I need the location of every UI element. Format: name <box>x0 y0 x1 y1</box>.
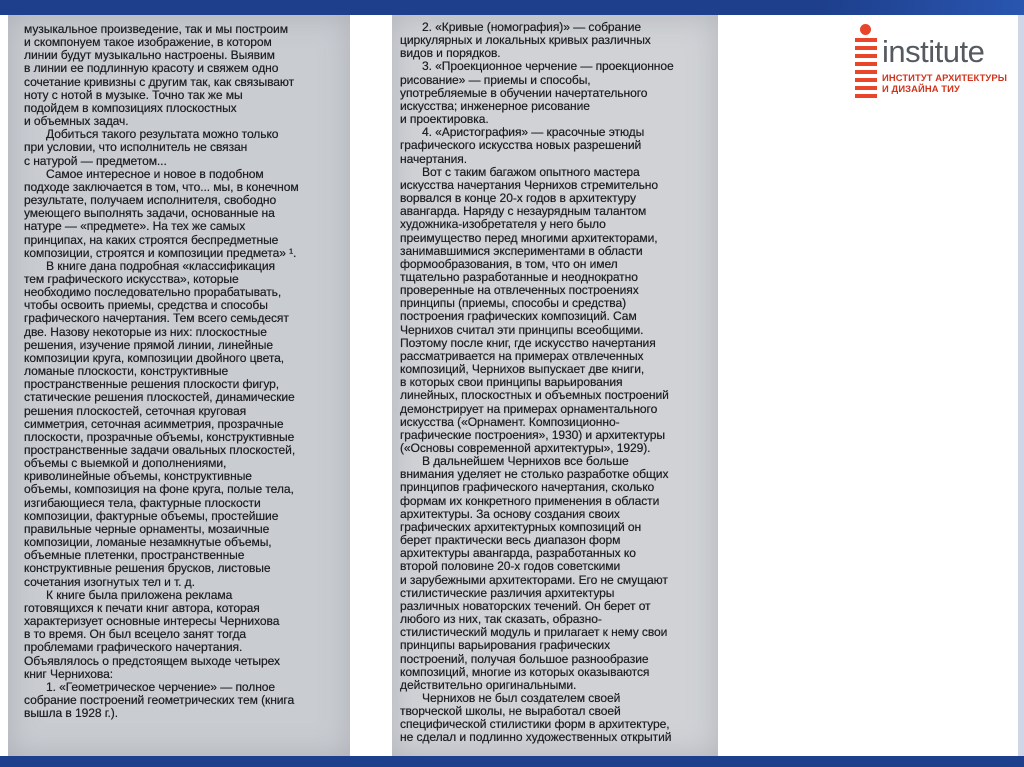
text-line: в то время. Он был всецело занят тогда <box>24 627 247 642</box>
text-line: архитектуры. За основу создания своих <box>400 506 620 521</box>
text-line: второй половине 20-х годов советскими <box>400 559 621 574</box>
text-line: графического искусства новых разрешений <box>400 138 642 153</box>
text-line: умеющего выполнять задачи, основанные на <box>24 206 275 221</box>
text-line: две. Назову некоторые из них: плоскостные <box>24 324 267 339</box>
text-line: в линии ее подлинную красоту и свяжем одно <box>24 61 279 76</box>
logo-wordmark: institute <box>882 34 985 69</box>
text-line: подходе заключается в том, что... мы, в конечном <box>24 179 299 194</box>
text-line: статические решения плоскостей, динамические <box>24 390 295 405</box>
text-line: преимущество перед многими архитекторами, <box>400 230 658 245</box>
right-page-text <box>400 21 708 745</box>
text-line: и скомпонуем такое изображение, в котором <box>24 35 272 50</box>
text-line: подойдем в композициях плоскостных <box>24 100 237 115</box>
text-line: ломаные плоскости, конструктивные <box>24 364 229 379</box>
text-line: стилистический модуль и прилагает к нему свои <box>400 625 668 640</box>
text-line: книг Чернихова: <box>24 666 113 681</box>
text-line: криволинейные объемы, конструктивные <box>24 469 252 484</box>
scanned-page-right <box>392 15 718 756</box>
top-bar-accent <box>824 0 1024 15</box>
text-line: стилистические различия архитектуры <box>400 585 615 600</box>
text-line: художника-изобретателя у него было <box>400 217 606 232</box>
institute-logo-icon <box>854 22 876 102</box>
text-line: архитектуры авангарда, разработанных ко <box>400 546 636 561</box>
text-line: Самое интересное и новое в подобном <box>46 166 264 181</box>
text-line: объемные плетенки, пространственные <box>24 548 245 563</box>
text-line: авангарда. Наряду с незаурядным талантом <box>400 204 647 219</box>
text-line: графических архитектурных композиций он <box>400 519 642 534</box>
text-line: демонстрирует на примерах орнаментального <box>400 401 658 416</box>
text-line: В дальнейшем Чернихов все больше <box>422 454 629 469</box>
text-line: действительно оригинальными. <box>400 677 577 692</box>
text-line: симметрия, сеточная асимметрия, прозрачные <box>24 416 284 431</box>
bottom-bar <box>0 756 1024 767</box>
text-line: правильные черные орнаменты, мозаичные <box>24 521 270 536</box>
text-line: плоскости, прозрачные объемы, конструктивные <box>24 429 295 444</box>
text-line: 4. «Аристография» — красочные этюды <box>422 125 645 140</box>
text-line: готовящихся к печати книг автора, которая <box>24 600 260 615</box>
text-line: различных новаторских течений. Он берет от <box>400 598 651 613</box>
text-line: чтобы освоить приемы, средства и способы <box>24 298 268 313</box>
logo-subtitle-line-1: ИНСТИТУТ АРХИТЕКТУРЫ <box>882 72 1007 83</box>
text-line: («Основы современной архитектуры», 1929). <box>400 441 651 455</box>
text-line: тщательно разработанные и неоднократно <box>400 269 638 284</box>
text-line: специфической стилистики форм в архитектуре, <box>400 717 670 732</box>
text-line: построения графических композиций. Сам <box>400 309 637 324</box>
text-line: пространственные задачи овальных плоскостей, <box>24 443 296 457</box>
text-line: принципов графического начертания, сколько <box>400 480 655 495</box>
text-line: В книге дана подробная «классификация <box>46 258 275 273</box>
text-line: Чернихов не был создателем своей <box>422 690 621 705</box>
text-line: в которых свои принципы варьирования <box>400 375 623 390</box>
side-stripe <box>1018 15 1024 767</box>
text-line: решения плоскостей, сеточная круговая <box>24 403 247 418</box>
text-line: искусства («Орнамент. Композиционно- <box>400 414 620 429</box>
text-line: Добиться такого результата можно только <box>46 127 279 142</box>
institute-logo <box>848 22 1018 102</box>
text-line: видов и порядков. <box>400 46 501 61</box>
left-page-text <box>24 23 342 720</box>
text-line: объемы, композиция на фоне круга, полые тела, <box>24 482 294 497</box>
text-line: берет практически весь диапазон форм <box>400 533 621 548</box>
text-line: 3. «Проекционное черчение — проекционное <box>422 59 674 74</box>
text-line: музыкальное произведение, так и мы построим <box>24 22 288 36</box>
text-line: композиции, фактурные объемы, простейшие <box>24 508 279 523</box>
text-line: искусства; инженерное рисование <box>400 98 590 113</box>
text-line: 1. «Геометрическое черчение» — полное <box>46 679 276 694</box>
text-line: К книге была приложена реклама <box>46 587 233 602</box>
text-line: формам их конкретного применения в области <box>400 493 660 508</box>
text-line: собрание построений геометрических тем (книга <box>24 692 295 707</box>
text-line: необходимо последовательно прорабатывать, <box>24 285 282 300</box>
text-line: рассматривается на примерах отвлеченных <box>400 348 644 363</box>
text-line: с натурой — предметом... <box>24 153 167 168</box>
text-line: пространственные решения плоскости фигур, <box>24 377 280 392</box>
text-line: Поэтому после книг, где искусство начертания <box>400 335 656 350</box>
text-line: употребляемые в обучении начертательного <box>400 85 648 100</box>
text-line: объемы с выемкой и дополнениями, <box>24 456 227 471</box>
text-line: занимавшимися экспериментами в области <box>400 243 643 258</box>
logo-subtitle <box>882 72 1007 94</box>
text-line: циркулярных и локальных кривых различных <box>400 33 651 48</box>
text-line: композиции круга, композиции двойного цвета, <box>24 350 285 365</box>
text-line: формообразования, в том, что он имел <box>400 256 618 271</box>
scanned-page-left <box>8 15 350 756</box>
logo-subtitle-line-2: И ДИЗАЙНА ТИУ <box>882 83 960 94</box>
text-line: и объемных задач. <box>24 114 129 129</box>
text-line: принципах, на каких строятся беспредметные <box>24 232 279 247</box>
text-line: творческой школы, не выработал своей <box>400 704 621 719</box>
text-line: ноту с нотой в музыке. Точно так же мы <box>24 87 243 102</box>
text-line: Чернихов считал эти принципы всеобщими. <box>400 322 644 337</box>
text-line: графические построения», 1930) и архитектуры <box>400 427 665 442</box>
text-line: сочетание кривизны с другим так, как связывают <box>24 74 295 89</box>
text-line: изгибающиеся тела, фактурные плоскости <box>24 495 261 510</box>
text-line: ворвался в конце 20-х годов в архитектуру <box>400 191 636 206</box>
text-line: линейных, плоскостных и объемных построений <box>400 388 669 403</box>
text-line: сочетания изогнутых тел и т. д. <box>24 574 195 589</box>
text-line: линии будут музыкально настроены. Выявим <box>24 48 275 63</box>
text-line: композиций, Чернихов выпускает две книги, <box>400 362 645 377</box>
text-line: результате, получаем исполнителя, свободно <box>24 193 277 208</box>
text-line: проблемами графического начертания. <box>24 640 243 655</box>
text-line: тем графического искусства», которые <box>24 271 239 286</box>
text-line: Объявлялось о предстоящем выходе четырех <box>24 653 280 668</box>
text-line: построений, получая большое разнообразие <box>400 651 649 666</box>
text-line: решения, изучение прямой линии, линейные <box>24 337 273 352</box>
text-line: и проектировка. <box>400 112 489 127</box>
text-line: принципы (приемы, способы и средства) <box>400 296 627 311</box>
text-line: 2. «Кривые (номография)» — собрание <box>422 20 642 34</box>
text-line: начертания. <box>400 151 467 166</box>
text-line: проверенные на отвлеченных построениях <box>400 283 639 298</box>
text-line: конструктивные решения брусков, листовые <box>24 561 271 576</box>
text-line: композиции, строятся и композиции предмета» ¹. <box>24 245 297 260</box>
text-line: композиции, ломаные незамкнутые объемы, <box>24 535 272 550</box>
text-line: рисование» — приемы и способы, <box>400 72 591 87</box>
text-line: натуре — «предмете». На тех же самых <box>24 219 246 234</box>
text-line: при условии, что исполнитель не связан <box>24 140 248 155</box>
text-line: принципы варьирования графических <box>400 638 611 653</box>
text-line: и зарубежными архитекторами. Его не смущают <box>400 572 668 587</box>
text-line: внимания уделяет не столько разработке общих <box>400 467 669 482</box>
text-line: не сделал и подлинно художественных открытий <box>400 730 672 745</box>
text-line: любого из них, так сказать, образно- <box>400 612 602 627</box>
text-line: характеризует основные интересы Чернихова <box>24 614 280 629</box>
text-line: вышла в 1928 г.). <box>24 706 118 721</box>
text-line: графического начертания. Тем всего семьдесят <box>24 311 289 326</box>
text-line: Вот с таким багажом опытного мастера <box>422 164 640 179</box>
text-line: искусства начертания Чернихов стремительно <box>400 177 659 192</box>
text-line: композиций, многие из которых оказываются <box>400 664 650 679</box>
